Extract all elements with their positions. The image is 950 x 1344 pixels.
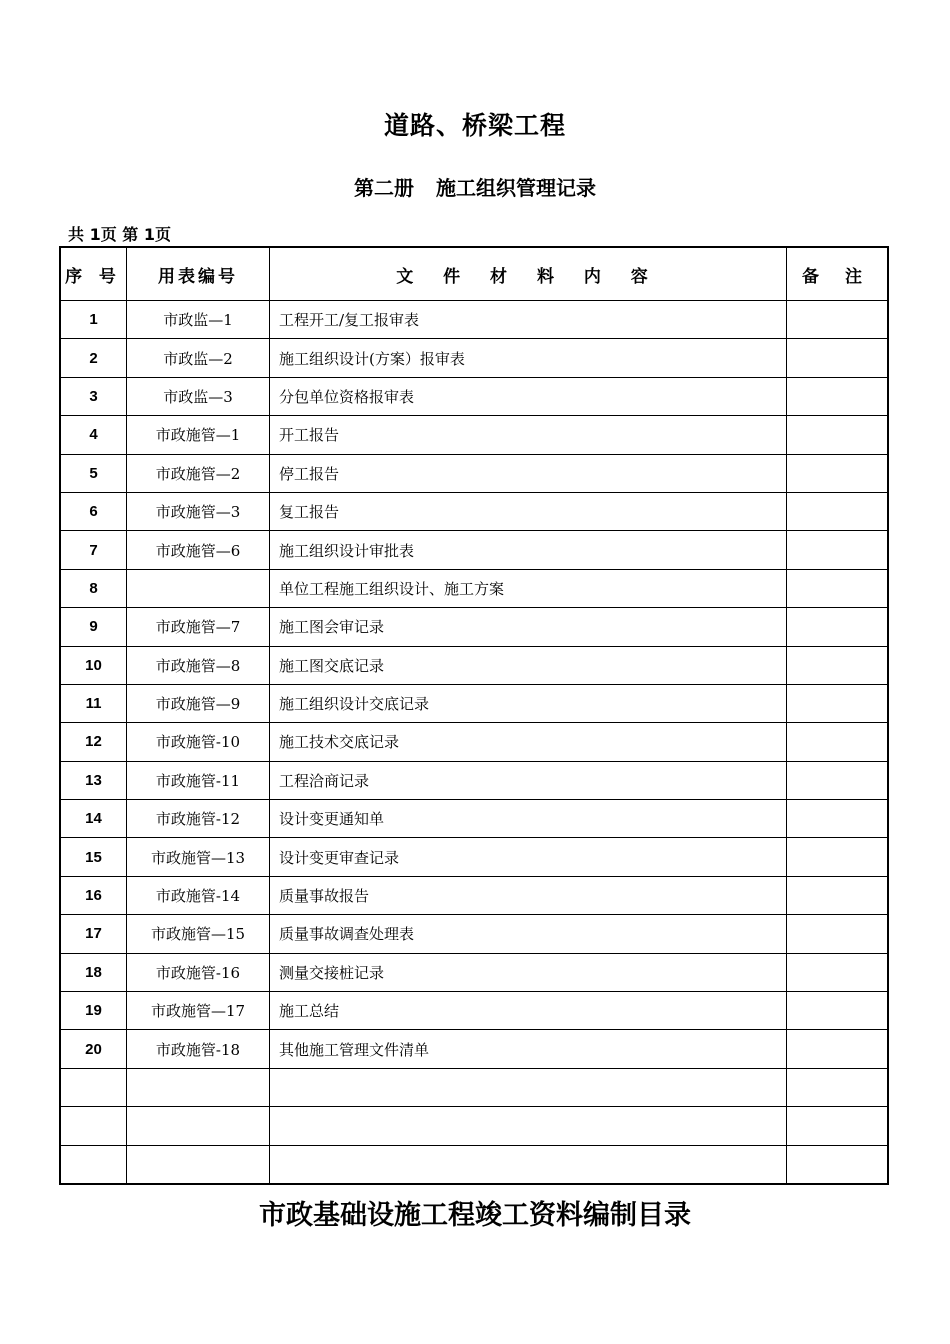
document-content: 工程洽商记录 [270, 761, 787, 799]
remark-cell [787, 723, 889, 761]
remark-cell [787, 1068, 889, 1106]
document-content: 停工报告 [270, 454, 787, 492]
form-code [127, 1145, 270, 1184]
document-content: 施工图交底记录 [270, 646, 787, 684]
page-info: 共 1页 第 1页 [68, 225, 171, 244]
form-code: 市政施管-12 [127, 800, 270, 838]
remark-cell [787, 800, 889, 838]
row-number: 10 [60, 646, 127, 684]
row-number [60, 1068, 127, 1106]
form-code: 市政施管-18 [127, 1030, 270, 1068]
directory-table [59, 246, 889, 1185]
form-code: 市政施管—17 [127, 992, 270, 1030]
row-number: 1 [60, 301, 127, 339]
table-row [60, 569, 888, 607]
form-code: 市政施管-16 [127, 953, 270, 991]
form-code: 市政施管—13 [127, 838, 270, 876]
row-number: 2 [60, 339, 127, 377]
row-number: 19 [60, 992, 127, 1030]
remark-cell [787, 339, 889, 377]
form-code: 市政施管—8 [127, 646, 270, 684]
row-number: 18 [60, 953, 127, 991]
document-content: 分包单位资格报审表 [270, 377, 787, 415]
remark-cell [787, 953, 889, 991]
table-row [60, 301, 888, 339]
document-content: 复工报告 [270, 492, 787, 530]
document-content: 施工组织设计审批表 [270, 531, 787, 569]
document-content: 施工总结 [270, 992, 787, 1030]
document-content: 设计变更审查记录 [270, 838, 787, 876]
form-code [127, 569, 270, 607]
form-code: 市政施管—2 [127, 454, 270, 492]
form-code: 市政监—2 [127, 339, 270, 377]
row-number [60, 1107, 127, 1145]
document-content: 质量事故报告 [270, 876, 787, 914]
remark-cell [787, 492, 889, 530]
row-number: 17 [60, 915, 127, 953]
footer-title: 市政基础设施工程竣工资料编制目录 [259, 1200, 691, 1231]
document-content: 质量事故调查处理表 [270, 915, 787, 953]
document-content: 工程开工/复工报审表 [270, 301, 787, 339]
remark-cell [787, 684, 889, 722]
form-code: 市政施管—3 [127, 492, 270, 530]
row-number: 16 [60, 876, 127, 914]
table-row [60, 1107, 888, 1145]
table-row [60, 492, 888, 530]
remark-cell [787, 1107, 889, 1145]
document-content: 单位工程施工组织设计、施工方案 [270, 569, 787, 607]
remark-cell [787, 646, 889, 684]
header-content: 文 件 材 料 内 容 [270, 247, 787, 301]
form-code: 市政施管—15 [127, 915, 270, 953]
row-number [60, 1145, 127, 1184]
remark-cell [787, 761, 889, 799]
row-number: 8 [60, 569, 127, 607]
remark-cell [787, 915, 889, 953]
row-number: 5 [60, 454, 127, 492]
row-number: 13 [60, 761, 127, 799]
form-code: 市政施管—9 [127, 684, 270, 722]
table-row [60, 684, 888, 722]
row-number: 12 [60, 723, 127, 761]
remark-cell [787, 876, 889, 914]
form-code: 市政施管-11 [127, 761, 270, 799]
remark-cell [787, 301, 889, 339]
document-content: 施工图会审记录 [270, 608, 787, 646]
document-content: 施工技术交底记录 [270, 723, 787, 761]
form-code [127, 1107, 270, 1145]
document-content: 施工组织设计交底记录 [270, 684, 787, 722]
remark-cell [787, 569, 889, 607]
table-row [60, 1068, 888, 1106]
table-row [60, 723, 888, 761]
document-title: 道路、桥梁工程 [383, 111, 566, 140]
remark-cell [787, 531, 889, 569]
remark-cell [787, 1145, 889, 1184]
row-number: 20 [60, 1030, 127, 1068]
remark-cell [787, 454, 889, 492]
table-row [60, 761, 888, 799]
table-row [60, 915, 888, 953]
table-row [60, 416, 888, 454]
row-number: 3 [60, 377, 127, 415]
form-code: 市政监—3 [127, 377, 270, 415]
document-content [270, 1145, 787, 1184]
volume-label: 第二册 [354, 176, 414, 200]
row-number: 6 [60, 492, 127, 530]
table-row [60, 608, 888, 646]
document-content: 施工组织设计(方案）报审表 [270, 339, 787, 377]
remark-cell [787, 377, 889, 415]
table-row [60, 339, 888, 377]
row-number: 15 [60, 838, 127, 876]
remark-cell [787, 1030, 889, 1068]
form-code: 市政施管-14 [127, 876, 270, 914]
remark-cell [787, 838, 889, 876]
table-row [60, 646, 888, 684]
remark-cell [787, 416, 889, 454]
document-subtitle [0, 172, 950, 201]
document-content [270, 1068, 787, 1106]
row-number: 7 [60, 531, 127, 569]
table-row [60, 992, 888, 1030]
table-row [60, 531, 888, 569]
table-row [60, 377, 888, 415]
document-content: 其他施工管理文件清单 [270, 1030, 787, 1068]
row-number: 4 [60, 416, 127, 454]
form-code: 市政施管—1 [127, 416, 270, 454]
form-code: 市政监—1 [127, 301, 270, 339]
form-code [127, 1068, 270, 1106]
form-code: 市政施管-10 [127, 723, 270, 761]
table-header-row [60, 247, 888, 301]
form-code: 市政施管—7 [127, 608, 270, 646]
table-row [60, 953, 888, 991]
volume-name: 施工组织管理记录 [436, 176, 596, 200]
form-code: 市政施管—6 [127, 531, 270, 569]
table-row [60, 800, 888, 838]
table-row [60, 838, 888, 876]
row-number: 14 [60, 800, 127, 838]
table-row [60, 454, 888, 492]
remark-cell [787, 608, 889, 646]
remark-cell [787, 992, 889, 1030]
row-number: 11 [60, 684, 127, 722]
table-row [60, 1145, 888, 1184]
header-note: 备 注 [787, 247, 889, 301]
header-code: 用表编号 [127, 247, 270, 301]
document-content [270, 1107, 787, 1145]
document-content: 开工报告 [270, 416, 787, 454]
table-row [60, 1030, 888, 1068]
table-row [60, 876, 888, 914]
document-content: 测量交接桩记录 [270, 953, 787, 991]
row-number: 9 [60, 608, 127, 646]
document-content: 设计变更通知单 [270, 800, 787, 838]
header-no: 序 号 [60, 247, 127, 301]
